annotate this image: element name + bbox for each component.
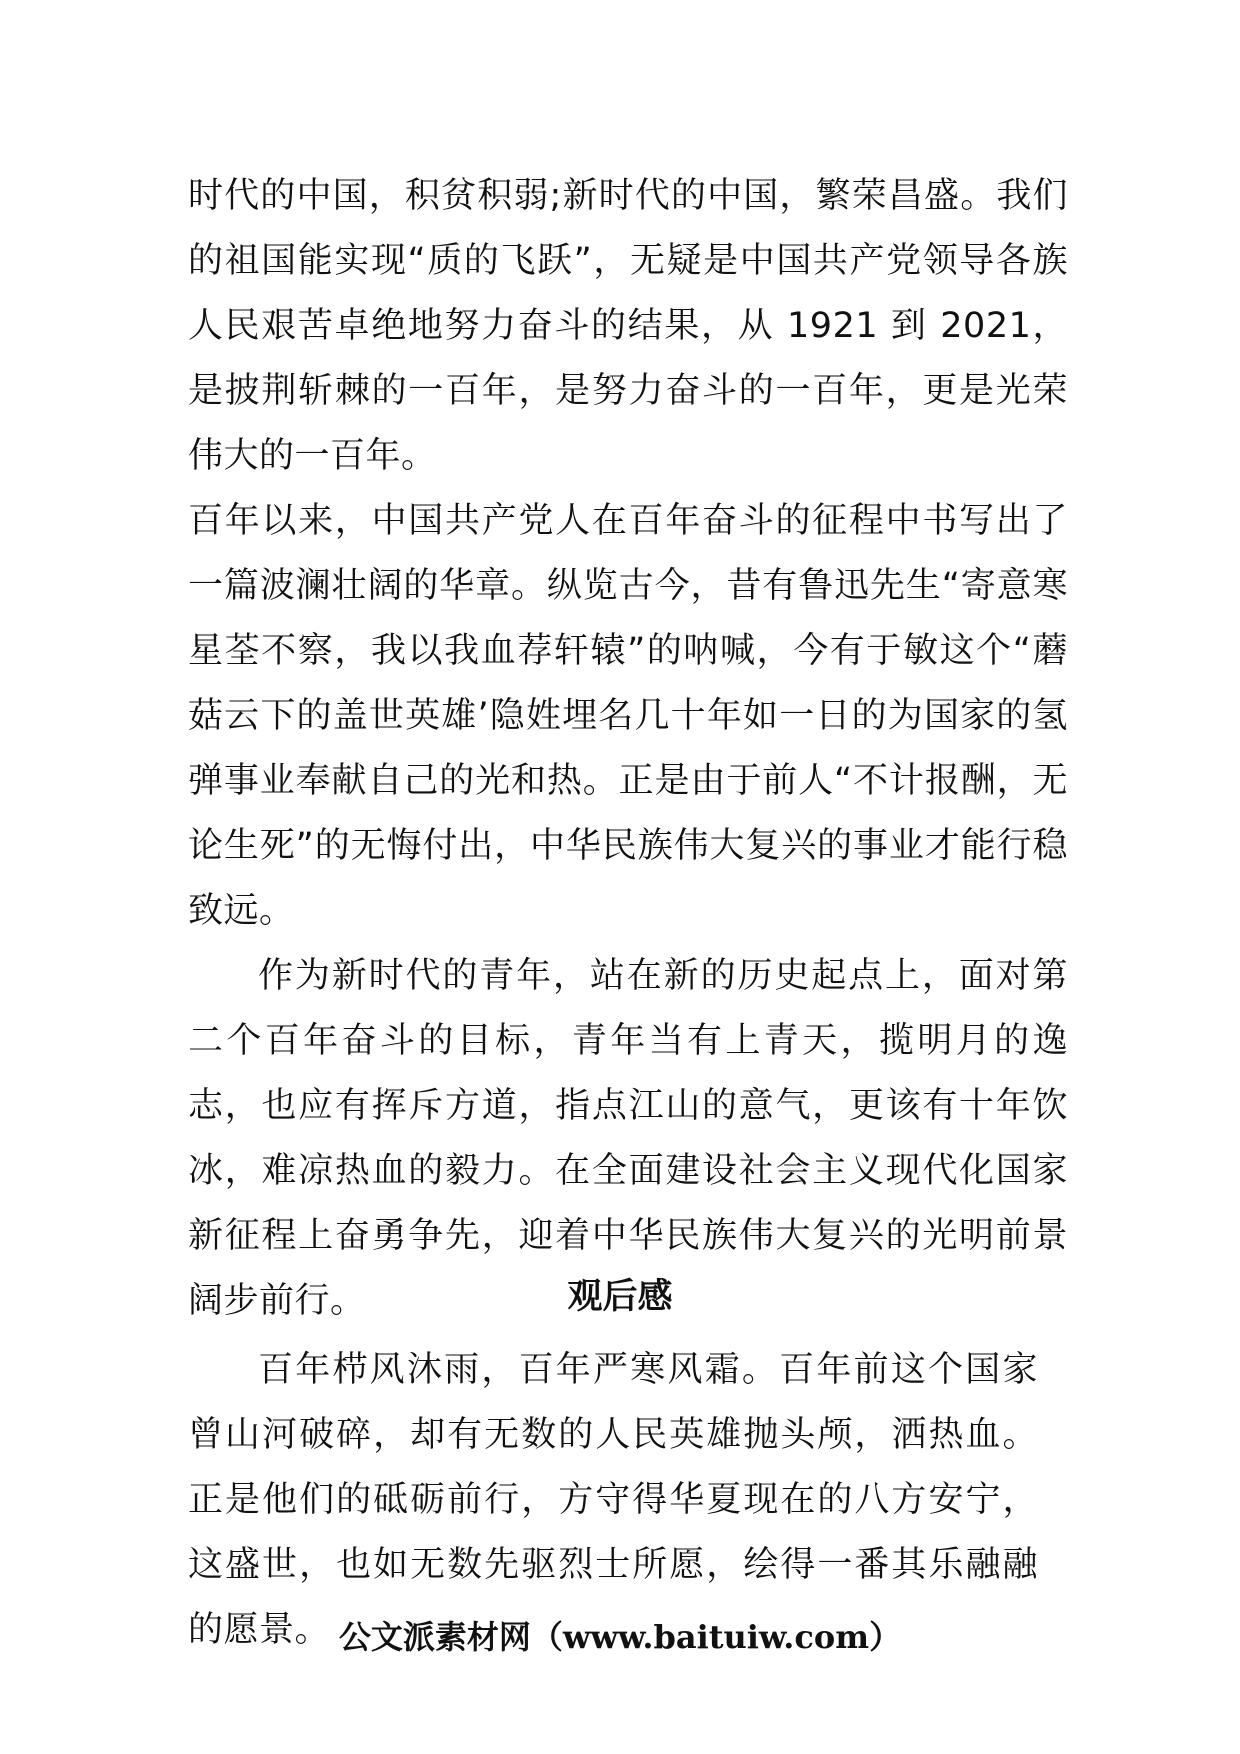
section-paragraph: 百年栉风沐雨，百年严寒风霜。百年前这个国家曾山河破碎，却有无数的人民英雄抛头颅，洒热血。正是他们的砥砺前行，方守得华夏现在的八方安宁，这盛世，也如无数先驱烈士所愿，绘得一番其乐融融的愿景。: [188, 1350, 1038, 1650]
section-title: 观后感: [567, 1277, 673, 1317]
footer-source: 公文派素材网（www.baituiw.com）: [338, 1618, 902, 1656]
paragraph-3: 作为新时代的青年，站在新的历史起点上，面对第二个百年奋斗的目标，青年当有上青天，揽明月的逸志，也应有挥斥方道，指点江山的意气，更该有十年饮冰，难凉热血的毅力。在全面建设社会主义现代化国家新征程上奋勇争先，迎着中华民族伟大复兴的光明前景阔步前行。: [188, 956, 1068, 1321]
paragraph-2: 百年以来，中国共产党人在百年奋斗的征程中书写出了一篇波澜壮阔的华章。纵览古今，昔有鲁迅先生“寄意寒星荃不察，我以我血荐轩辕”的呐喊，今有于敏这个“蘑菇云下的盖世英雄’隐姓埋名几十年如一日的为国家的氢弹事业奉献自己的光和热。正是由于前人“不计报酬，无论生死”的无悔付出，中华民族伟大复兴的事业才能行稳致远。: [188, 501, 1068, 931]
paragraph-1: 时代的中国，积贫积弱;新时代的中国，繁荣昌盛。我们的祖国能实现“质的飞跃”，无疑是中国共产党领导各族人民艰苦卓绝地努力奋斗的结果，从 1921 到 2021，是披荆斩棘的一百年，是努力奋斗的一百年，更是光荣伟大的一百年。: [188, 176, 1068, 476]
